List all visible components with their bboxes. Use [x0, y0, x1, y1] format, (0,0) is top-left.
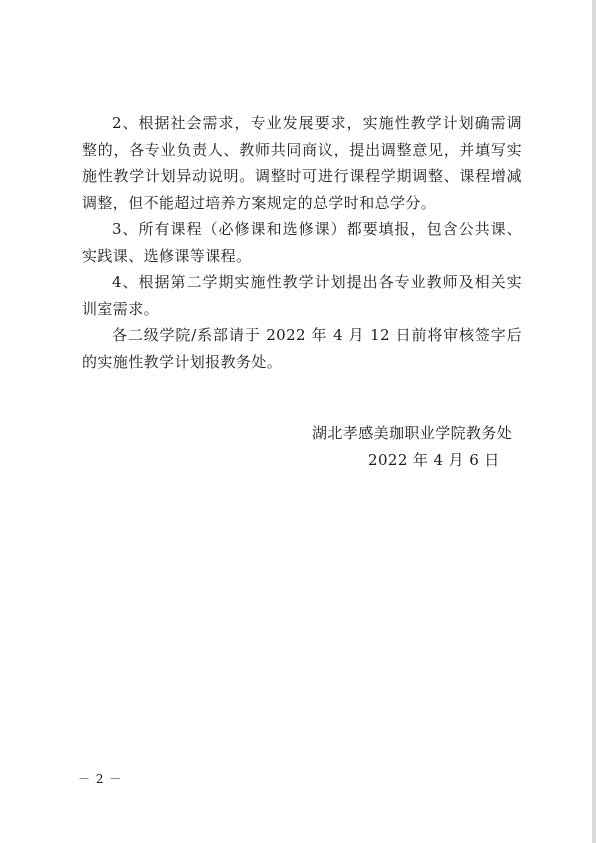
signature-date: 2022 年 4 月 6 日 — [368, 451, 500, 469]
document-body — [82, 110, 522, 375]
page-edge-shadow — [592, 0, 596, 843]
paragraph-deadline-notice: 各二级学院/系部请于 2022 年 4 月 12 日前将审核签字后的实施性教学计划报教务处。 — [82, 326, 522, 371]
paragraph-item-2: 2、根据社会需求，专业发展要求，实施性教学计划确需调整的，各专业负责人、教师共同商议，提出调整意见，并填写实施性教学计划异动说明。调整时可进行课程学期调整、课程增减调整，但不能超过培养方案规定的总学时和总学分。 — [82, 114, 522, 212]
page-number: － 2 － — [78, 772, 123, 786]
paragraph-item-4: 4、根据第二学期实施性教学计划提出各专业教师及相关实训室需求。 — [82, 273, 522, 318]
signature-organization: 湖北孝感美珈职业学院教务处 — [312, 424, 513, 442]
paragraph-item-3: 3、所有课程（必修课和选修课）都要填报，包含公共课、实践课、选修课等课程。 — [82, 220, 522, 265]
